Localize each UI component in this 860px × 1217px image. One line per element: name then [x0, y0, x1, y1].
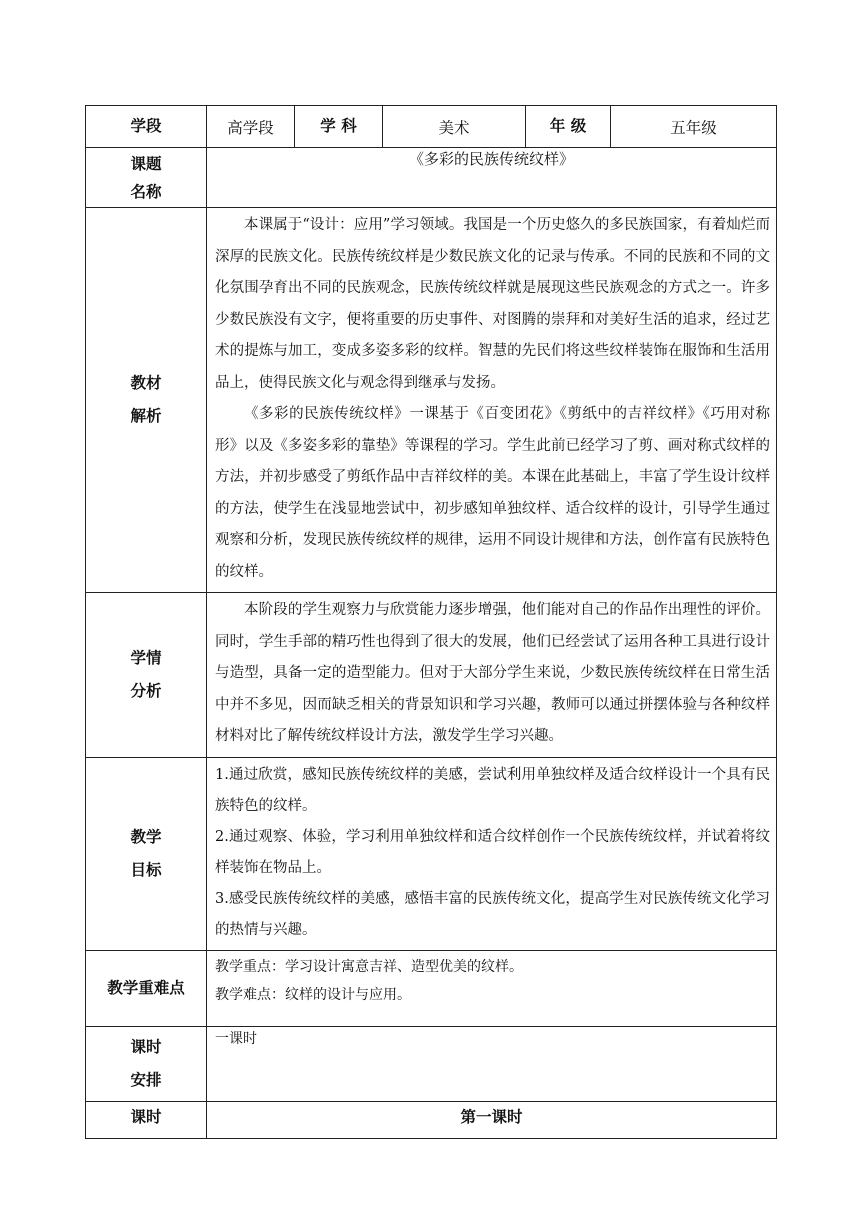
textbook-paragraph-1: 本课属于“设计：应用”学习领域。我国是一个历史悠久的多民族国家，有着灿烂而深厚的民族文化。民族传统纹样是少数民族文化的记录与传承。不同的民族和不同的文化氛围孕育出不同的民族观念，民族传统纹样就是展现这些民族观念的方式之一。许多少数民族没有文字，便将重要的历史事件、对图腾的崇拜和对美好生活的追求，经过艺术的提炼与加工，变成多姿多彩的纹样。智慧的先民们将这些纹样装饰在服饰和生活用品上，使得民族文化与观念得到继承与发扬。	[215, 217, 770, 391]
learner-row	[86, 593, 777, 758]
header-row	[86, 106, 777, 148]
topic-row	[86, 148, 777, 208]
schedule-label-line-2: 安排	[130, 1070, 162, 1089]
objective-item: 1.通过欣赏，感知民族传统纹样的美感，尝试利用单独纹样及适合纹样设计一个具有民族特色的纹样。	[215, 766, 770, 814]
keypoints-label: 教学重难点	[86, 950, 207, 1026]
objectives-row	[86, 757, 777, 950]
textbook-label-line-1: 教材	[130, 374, 162, 392]
keypoints-row	[86, 950, 777, 1026]
subject-value: 美术	[383, 106, 526, 148]
learner-label-line-2: 分析	[130, 681, 162, 700]
textbook-label	[86, 208, 207, 593]
session-row	[86, 1101, 777, 1138]
learner-analysis	[207, 593, 777, 758]
textbook-analysis	[207, 208, 777, 593]
objectives-label-line-2: 目标	[130, 860, 162, 879]
schedule-row	[86, 1026, 777, 1101]
objectives-label-line-1: 教学	[130, 827, 162, 846]
session-value: 第一课时	[207, 1101, 777, 1138]
keypoints-content	[207, 950, 777, 1026]
topic-label-line-2: 名称	[130, 182, 162, 201]
learner-label	[86, 593, 207, 758]
schedule-value: 一课时	[207, 1026, 777, 1101]
grade-label: 年 级	[526, 106, 611, 148]
subject-label: 学 科	[295, 106, 383, 148]
schedule-label	[86, 1026, 207, 1101]
textbook-paragraph-2: 《多彩的民族传统纹样》一课基于《百变团花》《剪纸中的吉祥纹样》《巧用对称形》以及《多姿多彩的靠垫》等课程的学习。学生此前已经学习了剪、画对称式纹样的方法，并初步感受了剪纸作品中吉祥纹样的美。本课在此基础上，丰富了学生设计纹样的方法，使学生在浅显地尝试中，初步感知单独纹样、适合纹样的设计，引导学生通过观察和分析，发现民族传统纹样的规律，运用不同设计规律和方法，创作富有民族特色的纹样。	[215, 406, 770, 580]
topic-value: 《多彩的民族传统纹样》	[207, 148, 777, 208]
objectives-label	[86, 757, 207, 950]
teaching-difficulty: 教学难点：纹样的设计与应用。	[215, 986, 411, 1003]
objective-item: 3.感受民族传统纹样的美感，感悟丰富的民族传统文化，提高学生对民族传统文化学习的热情与兴趣。	[215, 890, 770, 938]
stage-label: 学段	[86, 106, 207, 148]
textbook-row	[86, 208, 777, 593]
session-label: 课时	[86, 1101, 207, 1138]
textbook-label-line-2: 解析	[130, 407, 162, 425]
learner-paragraph: 本阶段的学生观察力与欣赏能力逐步增强，他们能对自己的作品作出理性的评价。同时，学生手部的精巧性也得到了很大的发展，他们已经尝试了运用各种工具进行设计与造型，具备一定的造型能力。但对于大部分学生来说，少数民族传统纹样在日常生活中并不多见，因而缺乏相关的背景知识和学习兴趣，教师可以通过拼摆体验与各种纹样材料对比了解传统纹样设计方法，激发学生学习兴趣。	[215, 602, 770, 744]
grade-value: 五年级	[611, 106, 777, 148]
stage-value: 高学段	[207, 106, 295, 148]
objective-item: 2.通过观察、体验，学习利用单独纹样和适合纹样创作一个民族传统纹样，并试着将纹样装饰在物品上。	[215, 828, 770, 876]
learner-label-line-1: 学情	[130, 648, 162, 667]
topic-label-line-1: 课题	[130, 154, 162, 173]
lesson-plan-table	[85, 105, 777, 1139]
teaching-focus: 教学重点：学习设计寓意吉祥、造型优美的纹样。	[215, 958, 523, 975]
topic-label	[86, 148, 207, 208]
objectives-list	[207, 757, 777, 950]
schedule-label-line-1: 课时	[130, 1037, 162, 1056]
